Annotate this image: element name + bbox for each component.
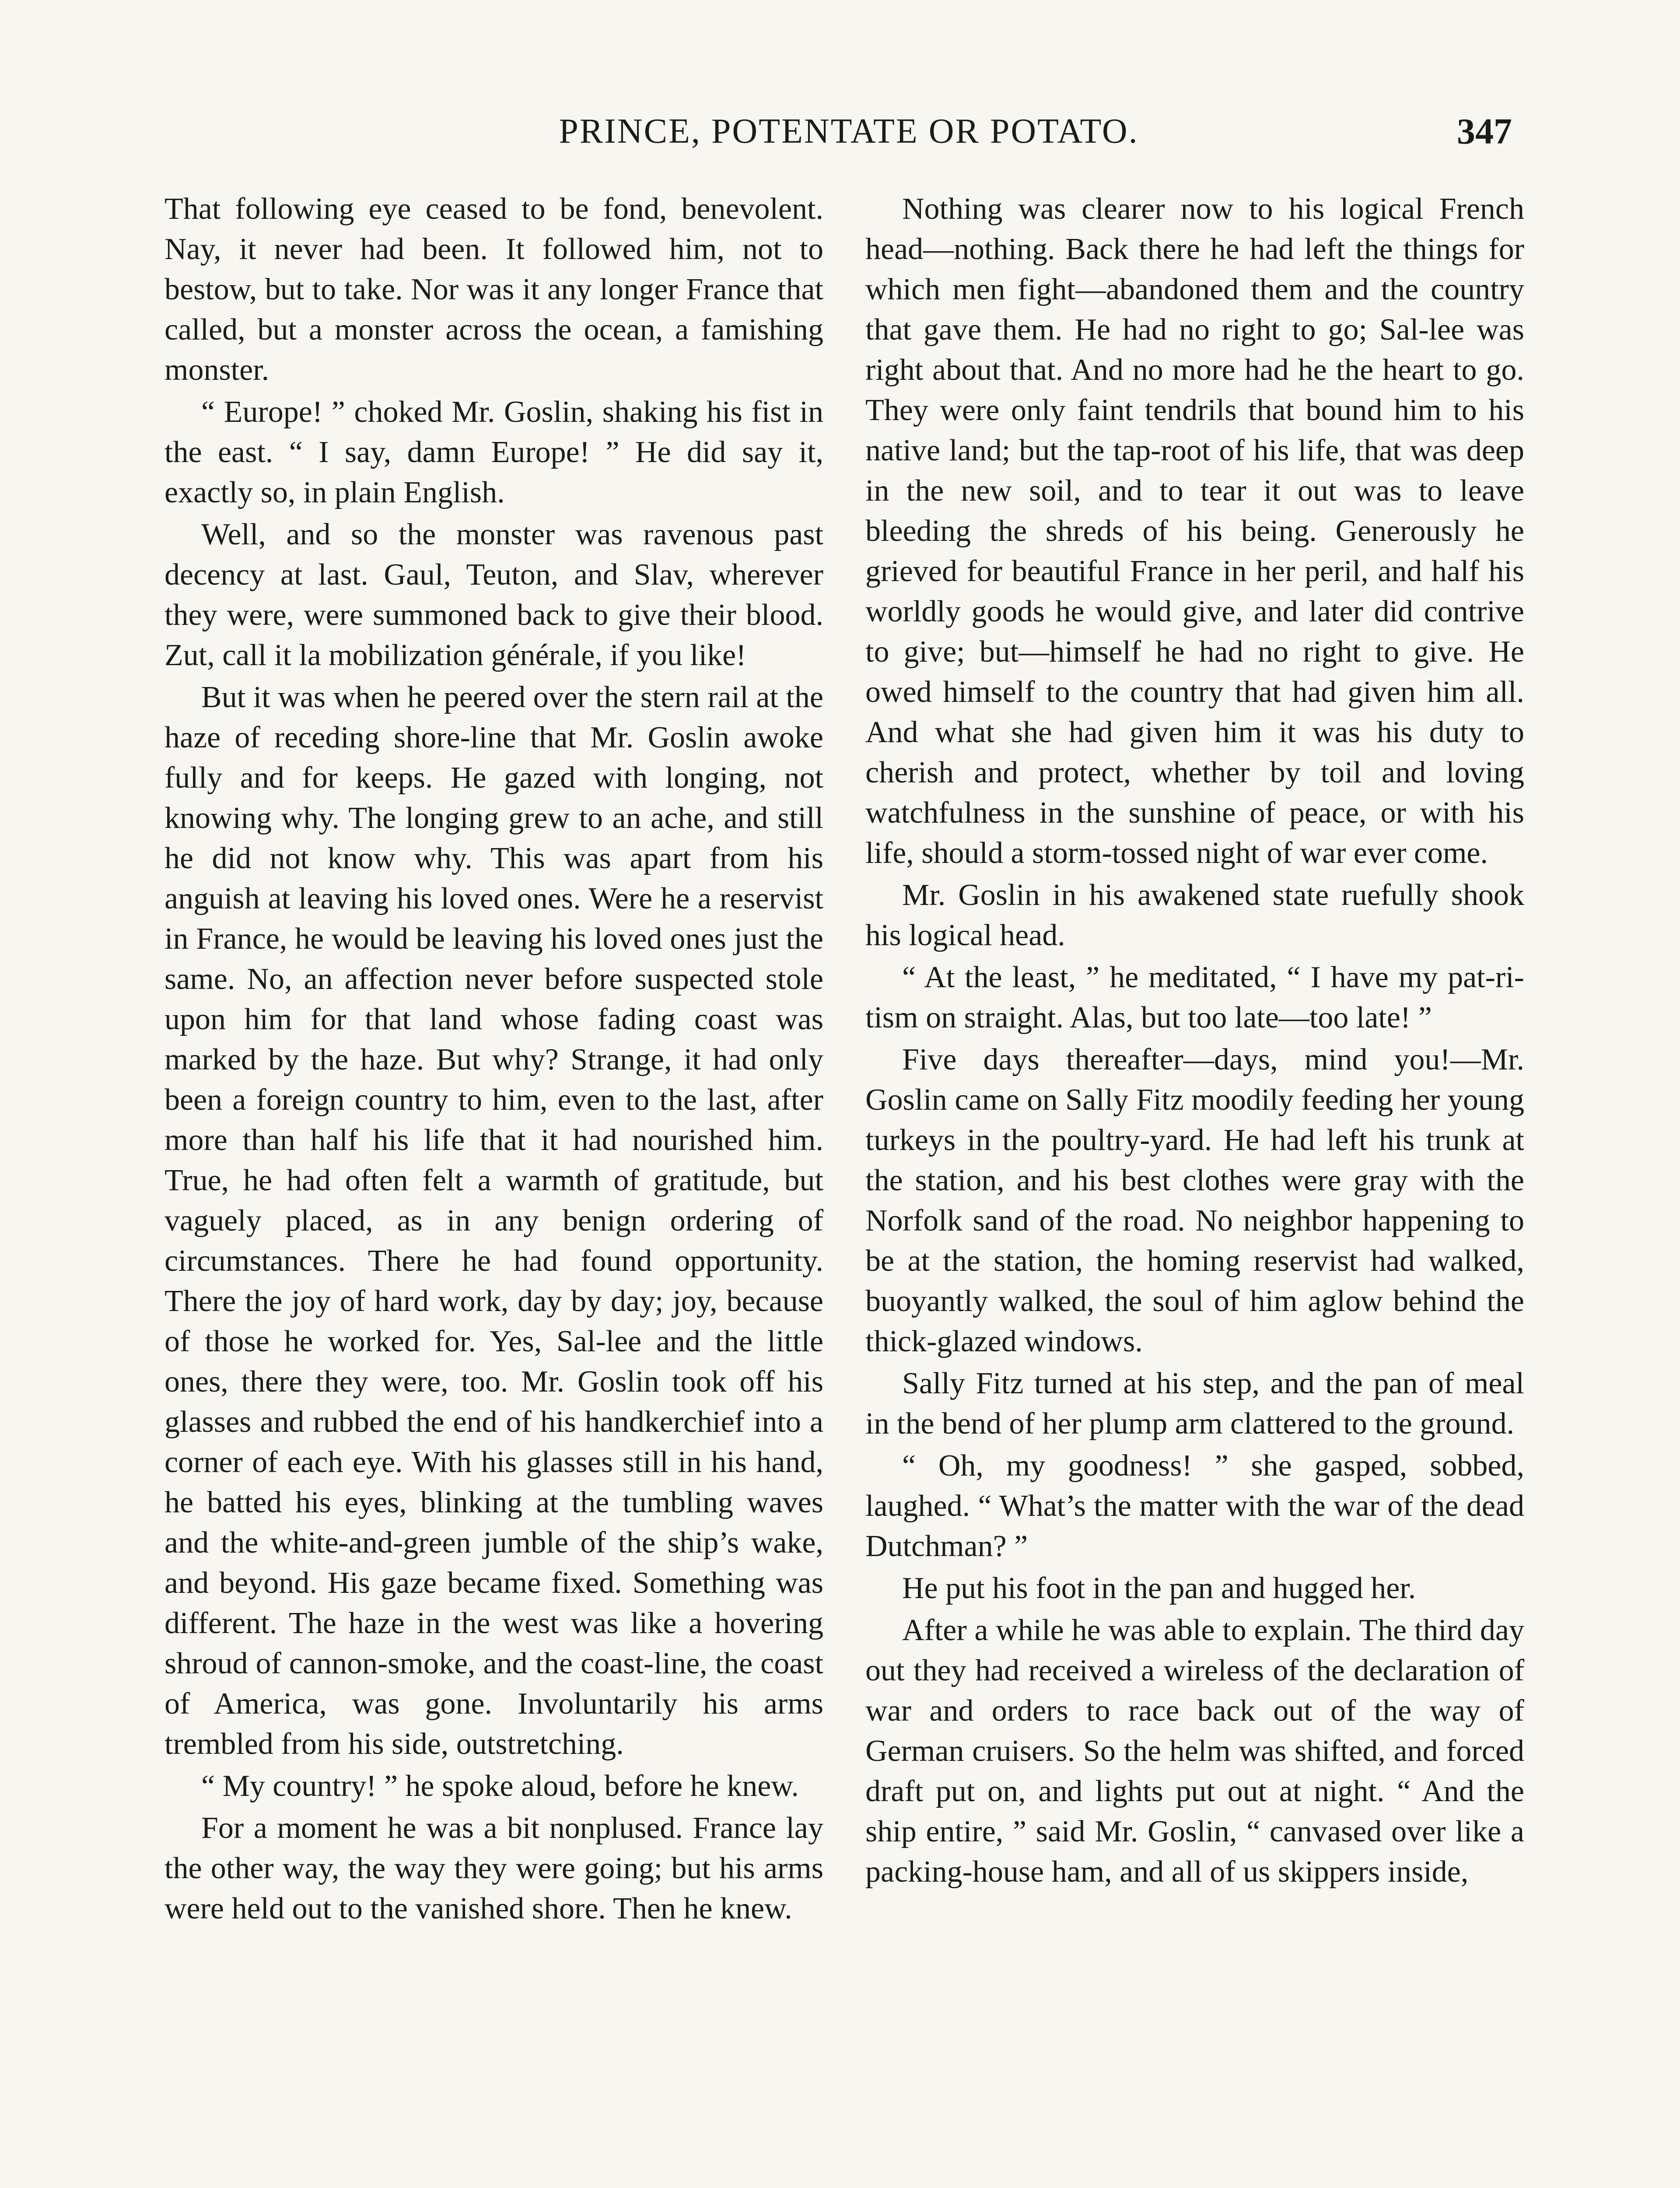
paragraph: Five days thereafter—days, mind you!—Mr. Goslin came on Sally Fitz moodily feeding her young turkeys in the poultry-yard. He had left his trunk at the station, and his best clothes were gray with the Norfolk sand of the road. No neighbor happening to be at the station, the homing reservist had walked, buoyantly walked, the soul of him aglow behind the thick-glazed windows. xyxy=(865,1043,1524,1358)
paragraph: But it was when he peered over the stern rail at the haze of receding shore-line that Mr. Goslin awoke fully and for keeps. He gazed with longing, not knowing why. The longing grew to an ache, and still he did not know why. This was apart from his anguish at leaving his loved ones. Were he a reservist in France, he would be leaving his loved ones just the same. No, an affection never before suspected stole upon him for that land whose fading coast was marked by the haze. But why? Strange, it had only been a foreign country to him, even to the last, after more than half his life that it had nourished him. True, he had often felt a warmth of gratitude, but vaguely placed, as in any benign ordering of circumstances. There he had found opportunity. There the joy of hard work, day by day; joy, because of those he worked for. Yes, Sal-lee and the little ones, there they were, too. Mr. Goslin took off his glasses and rubbed the end of his handkerchief into a corner of each eye. With his glasses still in his hand, he batted his eyes, blinking at the tumbling waves and the white-and-green jumble of the ship’s wake, and beyond. His gaze became fixed. Something was different. The haze in the west was like a hovering shroud of cannon-smoke, and the coast-line, the coast of America, was gone. Involuntarily his arms trembled from his side, outstretching. xyxy=(164,680,823,1761)
paragraph: Mr. Goslin in his awakened state ruefully shook his logical head. xyxy=(865,878,1524,952)
running-head: PRINCE, POTENTATE OR POTATO. xyxy=(559,112,1139,151)
left-column xyxy=(164,189,823,1929)
paragraph: After a while he was able to explain. The third day out they had received a wireless of the declaration of war and orders to race back out of the way of German cruisers. So the helm was shifted, and forced draft put on, and lights put out at night. “ And the ship entire, ” said Mr. Goslin, “ canvased over like a packing-house ham, and all of us skippers inside, xyxy=(865,1613,1524,1889)
paragraph: Well, and so the monster was ravenous past decency at last. Gaul, Teuton, and Slav, wherever they were, were summoned back to give their blood. Zut, call it la mobilization générale, if you like! xyxy=(164,518,823,672)
paragraph: “ Europe! ” choked Mr. Goslin, shaking his fist in the east. “ I say, damn Europe! ” He did say it, exactly so, in plain English. xyxy=(164,395,823,509)
paragraph: He put his foot in the pan and hugged her. xyxy=(902,1571,1416,1605)
paragraph: “ My country! ” he spoke aloud, before he knew. xyxy=(201,1769,799,1803)
paragraph: Nothing was clearer now to his logical French head—nothing. Back there he had left the things for which men fight—abandoned them and the country that gave them. He had no right to go; Sal-lee was right about that. And no more had he the heart to go. They were only faint tendrils that bound him to his native land; but the tap-root of his life, that was deep in the new soil, and to tear it out was to leave bleeding the shreds of his being. Generously he grieved for beautiful France in her peril, and half his worldly goods he would give, and later did contrive to give; but—himself he had no right to give. He owed himself to the country that had given him all. And what she had given him it was his duty to cherish and protect, whether by toil and loving watchfulness in the sunshine of peace, or with his life, should a storm-tossed night of war ever come. xyxy=(865,192,1524,870)
paragraph: “ Oh, my goodness! ” she gasped, sobbed, laughed. “ What’s the matter with the war of the dead Dutchman? ” xyxy=(865,1449,1524,1563)
paragraph: For a moment he was a bit nonplused. France lay the other way, the way they were going; but his arms were held out to the vanished shore. Then he knew. xyxy=(164,1811,823,1925)
paragraph: “ At the least, ” he meditated, “ I have my pat-ri-tism on straight. Alas, but too late—too late! ” xyxy=(865,961,1524,1034)
paragraph: That following eye ceased to be fond, benevolent. Nay, it never had been. It followed him, not to bestow, but to take. Nor was it any longer France that called, but a monster across the ocean, a famishing monster. xyxy=(164,192,823,387)
page-number: 347 xyxy=(1457,111,1512,152)
right-column xyxy=(865,189,1524,1892)
paragraph: Sally Fitz turned at his step, and the pan of meal in the bend of her plump arm clattered to the ground. xyxy=(865,1367,1524,1441)
